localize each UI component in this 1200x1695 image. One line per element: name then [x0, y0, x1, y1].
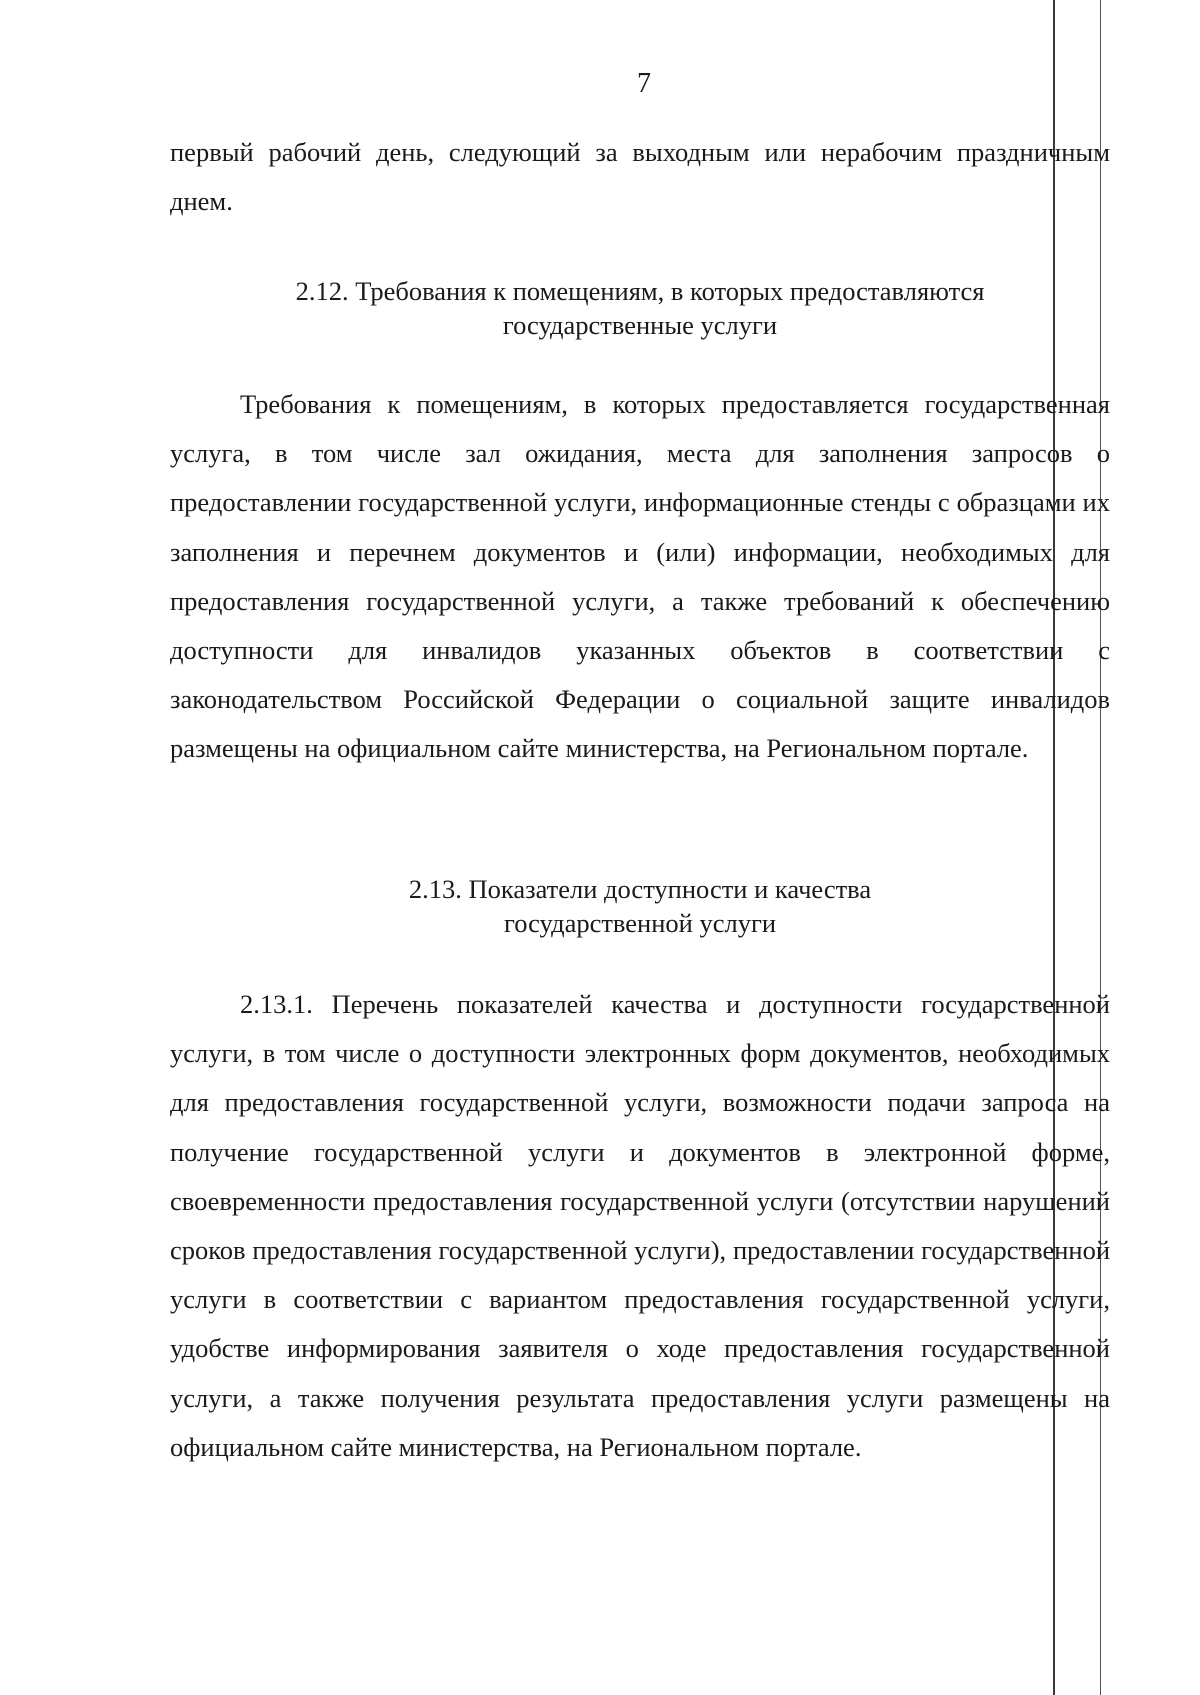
- section-2-13-body: [170, 980, 1110, 1472]
- section-2-12-heading: [170, 274, 1110, 342]
- section-2-12-title-line1: 2.12. Требования к помещениям, в которых предоставляются: [295, 276, 985, 306]
- intro-paragraph: [170, 128, 1110, 226]
- section-2-13-heading: [170, 872, 1110, 940]
- section-2-12-title-line2: государственные услуги: [502, 310, 778, 340]
- section-2-13-title-line1: 2.13. Показатели доступности и качества: [408, 874, 872, 904]
- section-2-13-paragraph: 2.13.1. Перечень показателей качества и доступности государственной услуги, в том числе о доступности электронных форм документов, необходимых для предоставления государственной услуги, возможности подачи запроса на получение государственной услуги и документов в электронной форме, своевременности предоставления государственной услуги (отсутствии нарушений сроков предоставления государственной услуги), предоставлении государственной услуги в соответствии с вариантом предоставления государственной услуги, удобстве информирования заявителя о ходе предоставления государственной услуги, а также получения результата предоставления услуги размещены на официальном сайте министерства, на Региональном портале.: [170, 989, 1110, 1462]
- section-2-12-body: [170, 380, 1110, 774]
- intro-text: первый рабочий день, следующий за выходным или нерабочим праздничным днем.: [170, 137, 1110, 217]
- section-2-12-paragraph: Требования к помещениям, в которых предоставляется государственная услуга, в том числе зал ожидания, места для заполнения запросов о предоставлении государственной услуги, информационные стенды с образцами их заполнения и перечнем документов и (или) информации, необходимых для предоставления государственной услуги, а также требований к обеспечению доступности для инвалидов указанных объектов в соответствии с законодательством Российской Федерации о социальной защите инвалидов размещены на официальном сайте министерства, на Региональном портале.: [170, 389, 1110, 764]
- page-number: 7: [637, 68, 651, 99]
- section-2-13-title-line2: государственной услуги: [503, 908, 777, 938]
